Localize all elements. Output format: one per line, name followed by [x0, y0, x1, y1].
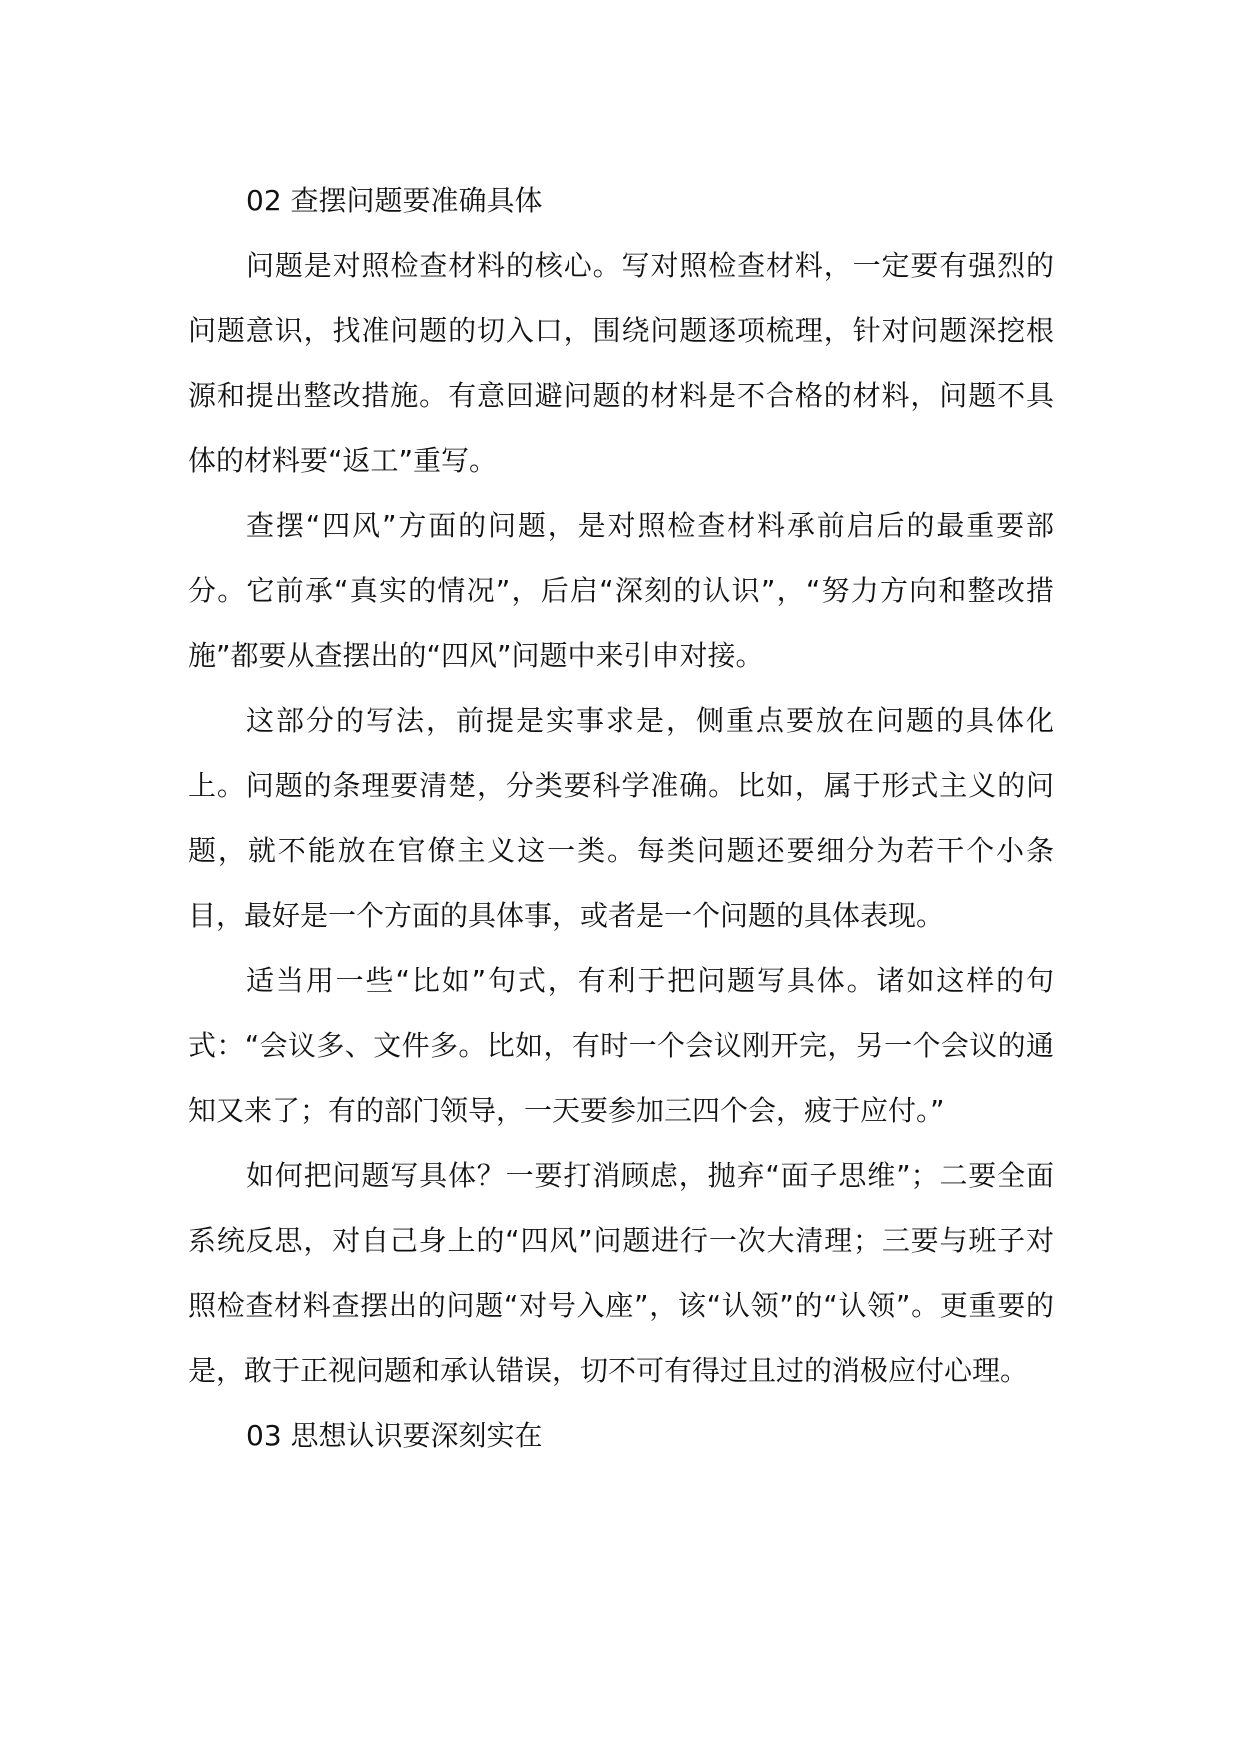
paragraph-four-winds: 查摆“四风”方面的问题，是对照检查材料承前启后的最重要部分。它前承“真实的情况”，后启“深刻的认识”，“努力方向和整改措施”都要从查摆出的“四风”问题中来引申对接。: [188, 509, 1054, 672]
document-body: [188, 168, 1054, 1468]
section-heading-03: 03 思想认识要深刻实在: [246, 1419, 543, 1452]
section-heading-02: 02 查摆问题要准确具体: [246, 184, 543, 217]
paragraph-problem-core: 问题是对照检查材料的核心。写对照检查材料，一定要有强烈的问题意识，找准问题的切入口，围绕问题逐项梳理，针对问题深挖根源和提出整改措施。有意回避问题的材料是不合格的材料，问题不具体的材料要“返工”重写。: [188, 249, 1054, 477]
paragraph-for-example-sentences: 适当用一些“比如”句式，有利于把问题写具体。诸如这样的句式：“会议多、文件多。比如，有时一个会议刚开完，另一个会议的通知又来了；有的部门领导，一天要参加三四个会，疲于应付。”: [188, 964, 1054, 1127]
paragraph-writing-method: 这部分的写法，前提是实事求是，侧重点要放在问题的具体化上。问题的条理要清楚，分类要科学准确。比如，属于形式主义的问题，就不能放在官僚主义这一类。每类问题还要细分为若干个小条目，最好是一个方面的具体事，或者是一个问题的具体表现。: [188, 704, 1054, 932]
paragraph-how-to-be-specific: 如何把问题写具体？一要打消顾虑，抛弃“面子思维”；二要全面系统反思，对自己身上的“四风”问题进行一次大清理；三要与班子对照检查材料查摆出的问题“对号入座”，该“认领”的“认领”。更重要的是，敢于正视问题和承认错误，切不可有得过且过的消极应付心理。: [188, 1159, 1054, 1387]
